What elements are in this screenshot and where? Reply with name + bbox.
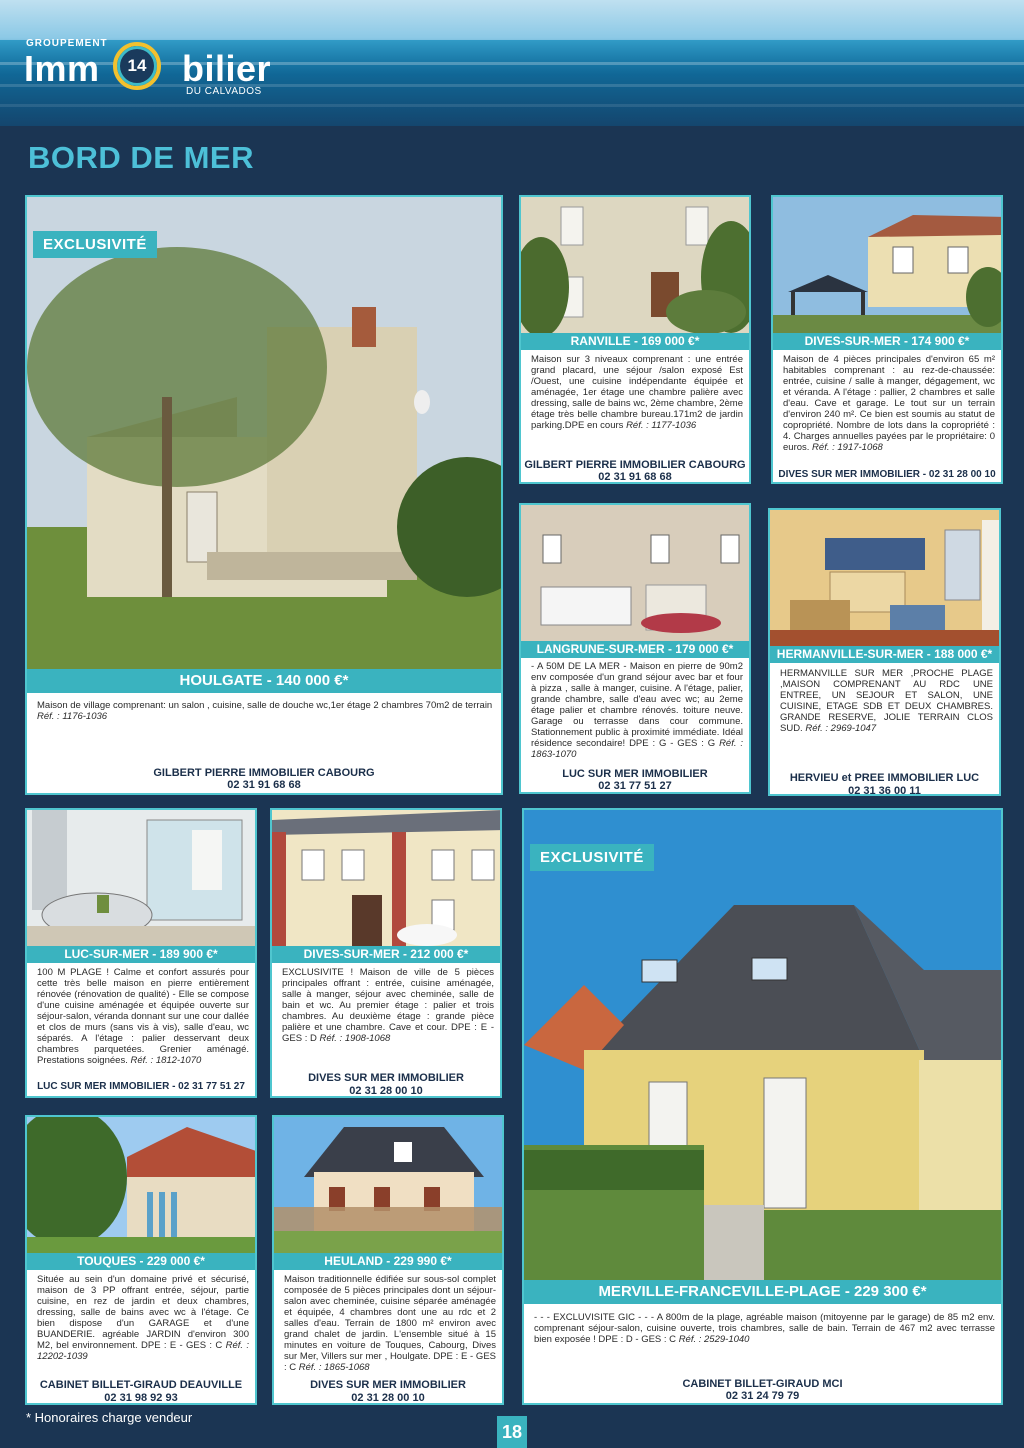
listing-title: TOUQUES - 229 000 €* [27, 1253, 255, 1270]
listing-reference: Réf. : 1176-1036 [37, 711, 108, 722]
property-photo [770, 510, 999, 646]
listing-description: Située au sein d'un domaine privé et sécurisé, maison de 3 PP offrant entrée, séjour, partie cuisine, en rez de jardin et deux chambres, dressing, salle de bains avec wc à l'étage. Ce bien dispose d'un GARAGE et d'une BUANDERIE. agréable JARDIN d'environ 300 M2, bel environnement. DPE : E - GES : C Réf. : 12202-1039 [37, 1274, 249, 1362]
listing-description: Maison sur 3 niveaux comprenant : une entrée grand placard, une séjour /salon exposé Est /Ouest, une cuisine indépendante équipée et aménagée, 1er étage une chambre palière avec dressing, salle de bains wc, 2ème chambre, 2ème étage très belle chambre bureau.171m2 de jardin parking.DPE en cours Réf. : 1177-1036 [531, 354, 743, 431]
logo-sub-text: DU CALVADOS [186, 86, 262, 97]
agency-phone: 02 31 98 92 93 [104, 1392, 178, 1404]
listing-description: Maison de village comprenant: un salon , cuisine, salle de douche wc,1er étage 2 chambres 70m2 de terrain Réf. : 1176-1036 [37, 700, 493, 722]
listing-description: Maison traditionnelle édifiée sur sous-sol complet composée de 5 pièces principales dont un séjour-salon avec cheminée, cuisine séparée aménagée et équipée, 4 chambres dont une au rdc et 2 salles d'eau. Terrain de 1800 m² environ avec grand chalet de jardin. L'ensemble situé à 15 minutes en voiture de Touques, Cabourg, Dives sur Mer, Villers sur mer , Houlgate. DPE : E - GES : C Réf. : 1865-1068 [284, 1274, 496, 1373]
listing-title: DIVES-SUR-MER - 174 900 €* [773, 333, 1001, 350]
logo-right-text: bilier [182, 48, 272, 89]
agency-phone: 02 31 91 68 68 [227, 779, 301, 791]
listing-reference: Réf. : 2969-1047 [805, 723, 877, 732]
agency-name: LUC SUR MER IMMOBILIER - 02 31 77 51 27 [37, 1081, 245, 1092]
property-photo [274, 1117, 502, 1253]
agency-name: GILBERT PIERRE IMMOBILIER CABOURG [524, 459, 746, 471]
exclusivity-tag: EXCLUSIVITÉ [530, 844, 654, 871]
agency-phone: 02 31 91 68 68 [598, 471, 672, 483]
logo-top-text: GROUPEMENT [26, 38, 108, 49]
listing-description: - - - EXCLUVISITE GIC - - - A 800m de la plage, agréable maison (mitoyenne par le garage) de 85 m2 env. comprenant séjour-salon, cuisine ouverte, trois chambres, salle de bain. Terrain de 467 m2 avec terrasse bien exposée ! DPE : D - GES : C Réf. : 2529-1040 [534, 1312, 995, 1345]
agency-name: CABINET BILLET-GIRAUD DEAUVILLE [39, 1379, 243, 1391]
listing-description: - A 50M DE LA MER - Maison en pierre de 90m2 env composée d'un grand séjour avec bar et four à pizza , salle à manger, cuisine. A l'étage, palier, grande chambre, salle d'eau avec wc; au 2eme étage palier et chambre rénovés. toiture neuve. Garage ou terrasse dans cour commune. Stationnement public à proximité immédiate. Idéal résidence secondaire! DPE : G - GES : G Réf. : 1863-1070 [531, 661, 743, 760]
page-header [0, 0, 1024, 126]
agency-name: LUC SUR MER IMMOBILIER [562, 768, 708, 780]
listing-title: HERMANVILLE-SUR-MER - 188 000 €* [770, 646, 999, 663]
agency-name: HERVIEU et PREE IMMOBILIER LUC [789, 772, 980, 784]
property-photo [27, 1117, 255, 1253]
exclusivity-tag: EXCLUSIVITÉ [33, 231, 157, 258]
listing-title: MERVILLE-FRANCEVILLE-PLAGE - 229 300 €* [524, 1280, 1001, 1304]
agency-name: CABINET BILLET-GIRAUD MCI [682, 1378, 843, 1390]
listing-title: LANGRUNE-SUR-MER - 179 000 €* [521, 641, 749, 658]
listing-reference: Réf. : 1865-1068 [298, 1362, 370, 1373]
listing-card[interactable] [519, 503, 751, 794]
listing-card[interactable] [771, 195, 1003, 484]
listing-description: 100 M PLAGE ! Calme et confort assurés pour cette très belle maison en pierre entièrement rénovée (rénovation de qualité) - Elle se compose d'une cuisine aménagée et équipée ouverte sur séjour-salon, véranda donnant sur une cour dallée et clos de murs (sans vis à vis), salle d'eau, wc séparés. A l'étage : palier desservant deux chambres parquetées. Grenier aménagé. Prestations soignées. Réf. : 1812-1070 [37, 967, 249, 1066]
listing-description: Maison de 4 pièces principales d'environ 65 m² habitables comprenant : au rez-de-chaussée: entrée, cuisine / salle à manger, dégagement, wc et véranda. A l'étage : pallier, 2 chambres et salle d'eau. Cave et garage. Le tout sur un terrain d'environ 240 m². Ce bien est soumis au statut de copropriété. Nombre de lots dans la copropriété : 4. Charges annuelles payées par le propriétaire: 0 euros. Réf. : 1917-1068 [783, 354, 995, 453]
listing-reference: Réf. : 1917-1068 [812, 442, 883, 453]
section-title: BORD DE MER [28, 140, 254, 175]
property-photo [773, 197, 1001, 333]
agency-phone: 02 31 28 00 10 [351, 1392, 425, 1404]
listing-card[interactable] [25, 195, 503, 795]
agency-name: DIVES SUR MER IMMOBILIER [310, 1379, 466, 1391]
listing-title: LUC-SUR-MER - 189 900 €* [27, 946, 255, 963]
logo-left-text: Imm [24, 48, 100, 89]
property-photo [524, 810, 1001, 1280]
wave-line [0, 84, 1024, 87]
property-photo [27, 197, 501, 669]
property-photo [272, 810, 500, 946]
listing-reference: Réf. : 1863-1070 [531, 738, 743, 760]
property-photo [27, 810, 255, 946]
listing-reference: Réf. : 12202-1039 [37, 1340, 249, 1362]
listing-title: DIVES-SUR-MER - 212 000 €* [272, 946, 500, 963]
footnote: * Honoraires charge vendeur [26, 1410, 193, 1425]
agency-phone: 02 31 36 00 11 [848, 785, 921, 797]
agency-name: DIVES SUR MER IMMOBILIER [308, 1072, 464, 1084]
agency-phone: 02 31 77 51 27 [598, 780, 672, 792]
agency-phone: 02 31 28 00 10 [349, 1085, 423, 1097]
listing-reference: Réf. : 1908-1068 [319, 1033, 391, 1044]
listing-description: HERMANVILLE SUR MER ,PROCHE PLAGE ,MAISON COMPRENANT AU RDC UNE ENTREE, UN SEJOUR ET SALON, UNE CUISINE, ETAGE SDB ET DEUX CHAMBRES. GRANDE RESERVE, JOLIE TERRAIN CLOS SUD. Réf. : 2969-1047 [780, 668, 993, 732]
listing-reference: Réf. : 2529-1040 [678, 1334, 750, 1345]
logo-number-badge: 14 [113, 42, 161, 90]
listing-title: RANVILLE - 169 000 €* [521, 333, 749, 350]
listing-description: EXCLUSIVITE ! Maison de ville de 5 pièces principales offrant : entrée, cuisine aménagée, salle à manger, séjour avec cheminée, salle de bain et wc. Au premier étage : palier et trois chambres. Au deuxième étage : grande pièce palière et une chambre. Cave et cour. DPE : E - GES : D Réf. : 1908-1068 [282, 967, 494, 1044]
listing-card[interactable] [272, 1115, 504, 1405]
listing-reference: Réf. : 1812-1070 [130, 1055, 202, 1066]
property-photo [521, 505, 749, 641]
listing-card[interactable] [25, 1115, 257, 1405]
property-photo [521, 197, 749, 333]
agency-name: GILBERT PIERRE IMMOBILIER CABOURG [153, 767, 375, 779]
listing-card[interactable] [522, 808, 1003, 1405]
listing-card[interactable] [25, 808, 257, 1098]
listing-card[interactable] [768, 508, 1001, 796]
page-number: 18 [497, 1416, 527, 1448]
listing-reference: Réf. : 1177-1036 [626, 420, 697, 431]
agency-phone: 02 31 24 79 79 [725, 1390, 800, 1402]
agency-name: DIVES SUR MER IMMOBILIER - 02 31 28 00 10 [778, 469, 996, 480]
listing-title: HOULGATE - 140 000 €* [27, 669, 501, 693]
listing-card[interactable] [270, 808, 502, 1098]
listing-card[interactable] [519, 195, 751, 484]
listing-title: HEULAND - 229 990 €* [274, 1253, 502, 1270]
wave-line [0, 104, 1024, 107]
